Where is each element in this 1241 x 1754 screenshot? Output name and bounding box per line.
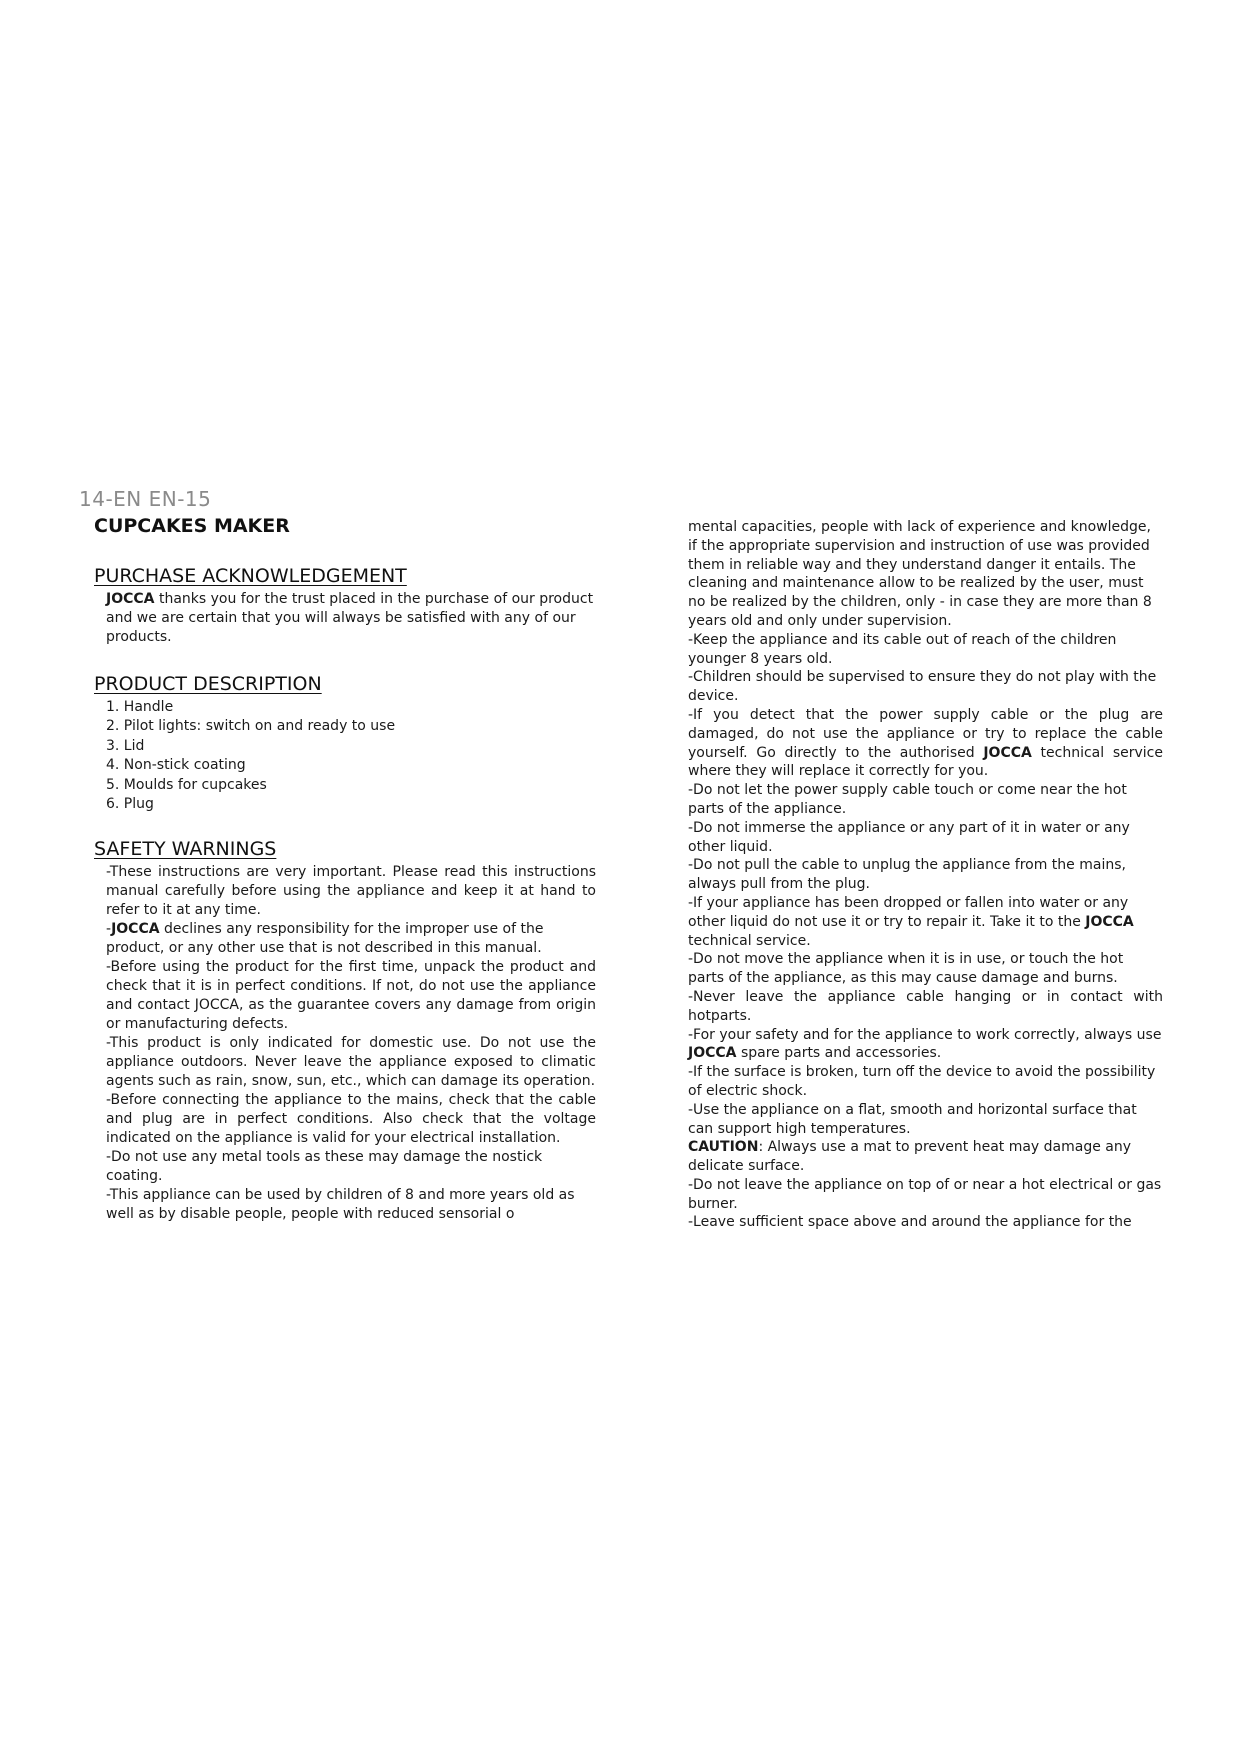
purchase-body: thanks you for the trust placed in the purchase of our product and we are certain that you will always be satisfied with any of our products. [106,591,594,645]
safety-text: -If you detect that the power supply cable or the plug are damaged, do not use the appliance or try to replace the cable yourself. Go directly to the authorised [688,706,1163,761]
safety-paragraph: -Before using the product for the first time, unpack the product and check that it is in perfect conditions. If not, do not use the appliance and contact JOCCA, as the guarantee covers any damage from origin or manufacturing defects. [106,958,596,1032]
safety-text: technical service. [688,932,811,949]
brand-name: JOCCA [983,744,1032,761]
purchase-text [106,590,596,647]
page-number: 14-EN EN-15 [79,487,212,511]
brand-name: JOCCA [1085,913,1134,930]
safety-text: technical service where they will replace it correctly for you. [688,744,1163,780]
safety-paragraph [106,920,596,958]
brand-name: JOCCA [688,1045,737,1062]
brand-name: JOCCA [106,591,155,607]
safety-paragraph: -This appliance can be used by children of 8 and more years old as well as by disable people, people with reduced sensorial o [106,1186,575,1222]
purchase-section [94,590,596,647]
safety-text: spare parts and accessories. [736,1045,942,1062]
list-item: 6. Plug [106,795,154,812]
document-title: CUPCAKES MAKER [94,515,290,537]
safety-text: : Always use a mat to prevent heat may damage any delicate surface. [688,1139,1132,1175]
right-column [688,518,1163,1232]
list-item: 2. Pilot lights: switch on and ready to use [106,718,396,735]
safety-text: declines any responsibility for the improper use of the product, or any other use that is not described in this manual. [106,920,544,956]
purchase-heading: PURCHASE ACKNOWLEDGEMENT [94,565,407,587]
list-item: 5. Moulds for cupcakes [106,776,267,793]
safety-paragraph: -Keep the appliance and its cable out of reach of the children younger 8 years old. [688,631,1117,667]
safety-paragraph: -Do not use any metal tools as these may damage the nostick coating. [106,1148,543,1184]
safety-paragraph [688,894,1163,950]
brand-name: JOCCA [111,920,160,937]
safety-paragraph: -Do not leave the appliance on top of or near a hot electrical or gas burner. [688,1176,1162,1212]
list-item: 3. Lid [106,737,145,754]
safety-text: -For your safety and for the appliance to work correctly, always use [688,1026,1162,1043]
left-column [94,515,596,1224]
safety-paragraph [688,706,1163,781]
safety-paragraph: -Leave sufficient space above and around the appliance for the [688,1214,1132,1231]
safety-paragraph [688,1138,1163,1176]
safety-paragraph: -Do not immerse the appliance or any part of it in water or any other liquid. [688,819,1130,855]
caution-label: CAUTION [688,1139,759,1156]
safety-paragraph: -Use the appliance on a flat, smooth and horizontal surface that can support high temperatures. [688,1101,1137,1137]
list-item: 4. Non-stick coating [106,757,246,774]
safety-paragraph: -These instructions are very important. Please read this instructions manual carefully before using the appliance and keep it at hand to refer to it at any time. [106,863,596,918]
dash: - [106,920,112,937]
product-section [94,698,596,814]
safety-text: -If your appliance has been dropped or fallen into water or any other liquid do not use it or try to repair it. Take it to the [688,894,1129,930]
safety-heading: SAFETY WARNINGS [94,837,277,860]
safety-section [94,863,596,1224]
safety-paragraph: -Never leave the appliance cable hanging or in contact with hotparts. [688,988,1163,1024]
safety-paragraph [688,1026,1163,1064]
product-parts-list [106,698,596,814]
safety-paragraph: -This product is only indicated for domestic use. Do not use the appliance outdoors. Never leave the appliance exposed to climatic agents such as rain, snow, sun, etc., which can damage its operation. [106,1034,596,1089]
safety-paragraph: mental capacities, people with lack of experience and knowledge, if the appropriate supervision and instruction of use was provided them in reliable way and they understand danger it entails. The cleaning and maintenance allow to be realized by the user, must no be realized by the children, only - in case they are more than 8 years old and only under supervision. [688,519,1152,629]
safety-paragraph: -Do not let the power supply cable touch or come near the hot parts of the appliance. [688,782,1127,817]
safety-paragraph: -Do not pull the cable to unplug the appliance from the mains, always pull from the plug. [688,857,1126,893]
safety-paragraph: -Before connecting the appliance to the mains, check that the cable and plug are in perfect conditions. Also check that the voltage indicated on the appliance is valid for your electrical installation. [106,1091,596,1146]
safety-paragraph: -Do not move the appliance when it is in use, or touch the hot parts of the appliance, as this may cause damage and burns. [688,951,1124,987]
product-heading: PRODUCT DESCRIPTION [94,673,322,695]
safety-paragraph: -Children should be supervised to ensure they do not play with the device. [688,669,1157,705]
safety-paragraph: -If the surface is broken, turn off the device to avoid the possibility of electric shock. [688,1064,1156,1099]
list-item: 1. Handle [106,699,174,715]
